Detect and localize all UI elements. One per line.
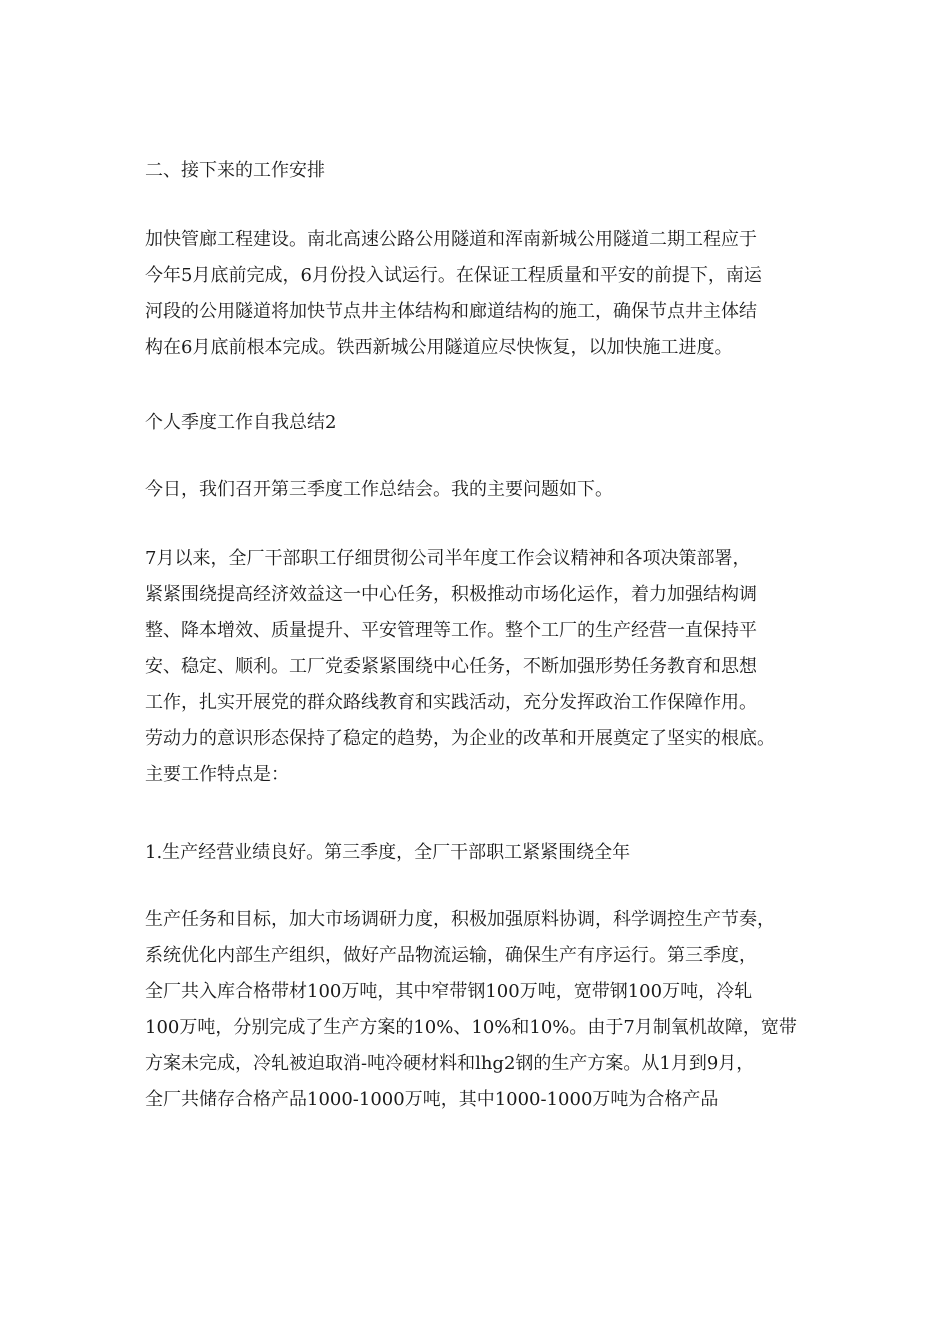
- text-line: 100万吨，分别完成了生产方案的10%、10%和10%。由于7月制氧机故障，宽带: [145, 1017, 797, 1038]
- text-line: 主要工作特点是：: [145, 764, 289, 785]
- text-line: 紧紧围绕提高经济效益这一中心任务，积极推动市场化运作，着力加强结构调: [145, 584, 757, 605]
- text-line: 今年5月底前完成，6月份投入试运行。在保证工程质量和平安的前提下，南运: [145, 265, 762, 286]
- text-line: 生产任务和目标，加大市场调研力度，积极加强原料协调，科学调控生产节奏，: [145, 909, 775, 930]
- text-line: 全厂共入库合格带材100万吨，其中窄带钢100万吨，宽带钢100万吨，冷轧: [145, 981, 753, 1002]
- paragraph: [145, 222, 762, 366]
- text-line: 加快管廊工程建设。南北高速公路公用隧道和浑南新城公用隧道二期工程应于: [145, 229, 757, 250]
- text-line: 劳动力的意识形态保持了稳定的趋势，为企业的改革和开展奠定了坚实的根底。: [145, 728, 775, 749]
- text-line: 安、稳定、顺利。工厂党委紧紧围绕中心任务，不断加强形势任务教育和思想: [145, 656, 757, 677]
- paragraph: [145, 902, 797, 1118]
- text-line: 整、降本增效、质量提升、平安管理等工作。整个工厂的生产经营一直保持平: [145, 620, 757, 641]
- section-heading: [145, 153, 325, 189]
- paragraph: [145, 541, 775, 793]
- text-line: 系统优化内部生产组织，做好产品物流运输，确保生产有序运行。第三季度，: [145, 945, 757, 966]
- text-line: 个人季度工作自我总结2: [145, 412, 337, 433]
- text-line: 二、接下来的工作安排: [145, 160, 325, 181]
- paragraph: [145, 472, 613, 508]
- text-line: 河段的公用隧道将加快节点井主体结构和廊道结构的施工，确保节点井主体结: [145, 301, 757, 322]
- text-line: 今日，我们召开第三季度工作总结会。我的主要问题如下。: [145, 479, 613, 500]
- text-line: 方案未完成，冷轧被迫取消-吨冷硬材料和lhg2钢的生产方案。从1月到9月，: [145, 1053, 755, 1074]
- text-line: 7月以来，全厂干部职工仔细贯彻公司半年度工作会议精神和各项决策部署，: [145, 548, 751, 569]
- section-heading: [145, 405, 336, 441]
- paragraph: [145, 835, 630, 871]
- text-line: 工作，扎实开展党的群众路线教育和实践活动，充分发挥政治工作保障作用。: [145, 692, 757, 713]
- text-line: 构在6月底前根本完成。铁西新城公用隧道应尽快恢复，以加快施工进度。: [145, 337, 733, 358]
- text-line: 1.生产经营业绩良好。第三季度，全厂干部职工紧紧围绕全年: [145, 842, 631, 863]
- text-line: 全厂共储存合格产品1000-1000万吨，其中1000-1000万吨为合格产品: [145, 1089, 719, 1110]
